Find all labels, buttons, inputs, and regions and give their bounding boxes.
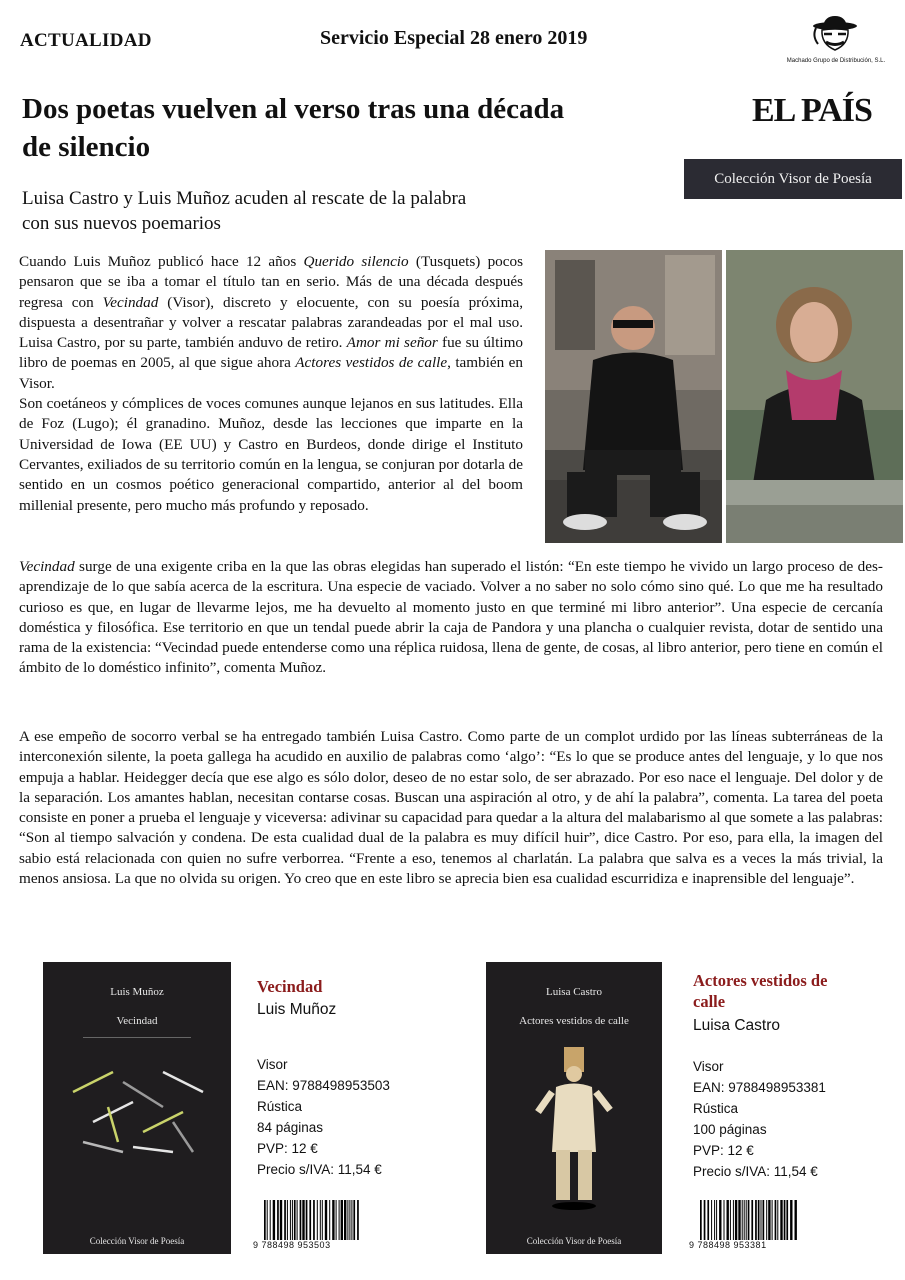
clothespins-illustration-icon: [63, 1052, 213, 1162]
section-label: ACTUALIDAD: [20, 30, 152, 51]
pierrot-figure-icon: [534, 1042, 614, 1212]
newspaper-logo: EL PAÍS: [752, 92, 872, 129]
pvp: PVP: 12 €: [693, 1143, 754, 1158]
paragraph-1: Cuando Luis Muñoz publicó hace 12 años Querido silencio (Tusquets) pocos pensaron que se iba a tomar el título tan en serio. Más de una década después regresa con Vecindad (Visor), discreto y elocuente, con su poesía próxima, dispuesta a desentrañar y volver a rescatar palabras zarandeadas por el mal uso. Luisa Castro, por su parte, también anduvo de retiro. Amor mi señor fue su último libro de poemas en 2005, al que sigue ahora Actores vestidos de calle, también en Visor.: [19, 253, 523, 392]
barcode-digits: 9 788498 953503: [253, 1240, 331, 1250]
publisher: Visor: [693, 1059, 724, 1074]
book-author: Luis Muñoz: [257, 1001, 337, 1018]
paragraph-3: A ese empeño de socorro verbal se ha entregado también Luisa Castro. Como parte de un complot urdido por las líneas subterráneas de la interconexión silente, la poeta gallega ha acudido en auxilio de palabras como ‘algo’: “Es lo que se produce antes del lenguaje, y lo que nos empuja a hablar. Heidegger decía que ese algo es sólo dolor, deseo de no estar solo, de ser abrazado. Por eso nace el lenguaje. Del dolor y de la separación. Los amantes hablan, necesitan contarse cosas. Buscan una aspiración al otro, y de ahí la palabra”, comenta. La tarea del poeta consiste en poner a prueba el lenguaje y viceversa: adivinar su capacidad para quedar a la altura del malabarismo al que somete a las palabras: “Son al tiempo salvación y condena. De esta cualidad dual de la palabra es muy difícil huir”, dice Castro. Por eso, para ella, la imagen del sabio está relacionada con quien no sufre verborrea. “Frente a eso, tenemos al charlatán. La palabra que salva es a veces la más trivial, la menos ansiosa. La que no olvida su origen. Yo creo que en este libro se aprecia bien esa cualidad escurridiza e inaprensible del lenguaje”.: [19, 728, 883, 888]
cover-author: Luis Muñoz: [110, 986, 164, 998]
headline: Dos poetas vuelven al verso tras una década de silencio: [22, 93, 565, 163]
distributor-name: Machado Grupo de Distribución, S.L.: [786, 58, 886, 64]
photo-luisa-castro: [726, 250, 903, 543]
subheadline: Luisa Castro y Luis Muñoz acuden al rescate de la palabra con sus nuevos poemarios: [22, 188, 467, 234]
publisher: Visor: [257, 1057, 288, 1072]
cover-title: Actores vestidos de calle: [519, 1015, 629, 1027]
collection-banner: Colección Visor de Poesía: [684, 159, 902, 199]
book-author: Luisa Castro: [693, 1017, 781, 1034]
distributor-logo-icon: [808, 14, 862, 54]
binding: Rústica: [693, 1101, 739, 1116]
net-price: Precio s/IVA: 11,54 €: [257, 1162, 382, 1177]
pvp: PVP: 12 €: [257, 1141, 318, 1156]
cover-author: Luisa Castro: [546, 986, 602, 998]
book-details: [693, 1056, 826, 1182]
intro-column: [19, 252, 523, 516]
cover-rule: [83, 1037, 191, 1038]
cover-collection: Colección Visor de Poesía: [89, 1236, 185, 1246]
barcode-digits: 9 788498 953381: [689, 1240, 767, 1250]
service-date: Servicio Especial 28 enero 2019: [320, 27, 588, 49]
binding: Rústica: [257, 1099, 303, 1114]
net-price: Precio s/IVA: 11,54 €: [693, 1164, 818, 1179]
photo-luis-munoz: [545, 250, 722, 543]
book-details: [257, 1054, 390, 1180]
ean: EAN: 9788498953381: [693, 1080, 826, 1095]
book-title: Vecindad: [257, 977, 323, 996]
paragraph-2: Vecindad surge de una exigente criba en la que las obras elegidas han superado el listón: “En este tiempo he vivido un largo proceso de des-aprendizaje de lo que sabía acerca de la escritura. Una especie de vaciado. Volver a no saber no solo cómo sino qué. Lo que me ha resultado curioso es que, en lugar de llevarme lejos, me ha devuelto al momento justo en que terminé mi libro anterior”. Una especie de cercanía doméstica y filosófica. Ese territorio en que un tendal puede abrir la caja de Pandora y una plancha o cualquier revista, dotar de sentido una rama de la existencia: “Vecindad puede entenderse como una réplica ruidosa, llena de gente, de cosas, al libro anterior, pero tiene en común el ámbito de lo doméstico infinito”, comenta Muñoz.: [19, 558, 883, 677]
ean: EAN: 9788498953503: [257, 1078, 390, 1093]
cover-title: Vecindad: [116, 1015, 158, 1027]
paragraph-1b: Son coetáneos y cómplices de voces comunes aunque lejanos en sus latitudes. Ella de Foz (Lugo); él granadino. Muñoz, desde las lecciones que imparte en la Universidad de Iowa (EE UU) y Castro en Burdeos, donde dirige el Instituto Cervantes, exiliados de su territorio común en la lengua, se conjuran por dotarla de sentido en un cosmos poético generacional compartido, anterior al del boom millenial presente, pero mucho más profundo y reposado.: [19, 395, 523, 514]
book-cover-actores: [486, 962, 662, 1254]
cover-collection: Colección Visor de Poesía: [526, 1236, 622, 1246]
book-cover-vecindad: [43, 962, 231, 1254]
page-count: 84 páginas: [257, 1120, 324, 1135]
page-count: 100 páginas: [693, 1122, 767, 1137]
book-title: Actores vestidos de calle: [693, 971, 828, 1011]
